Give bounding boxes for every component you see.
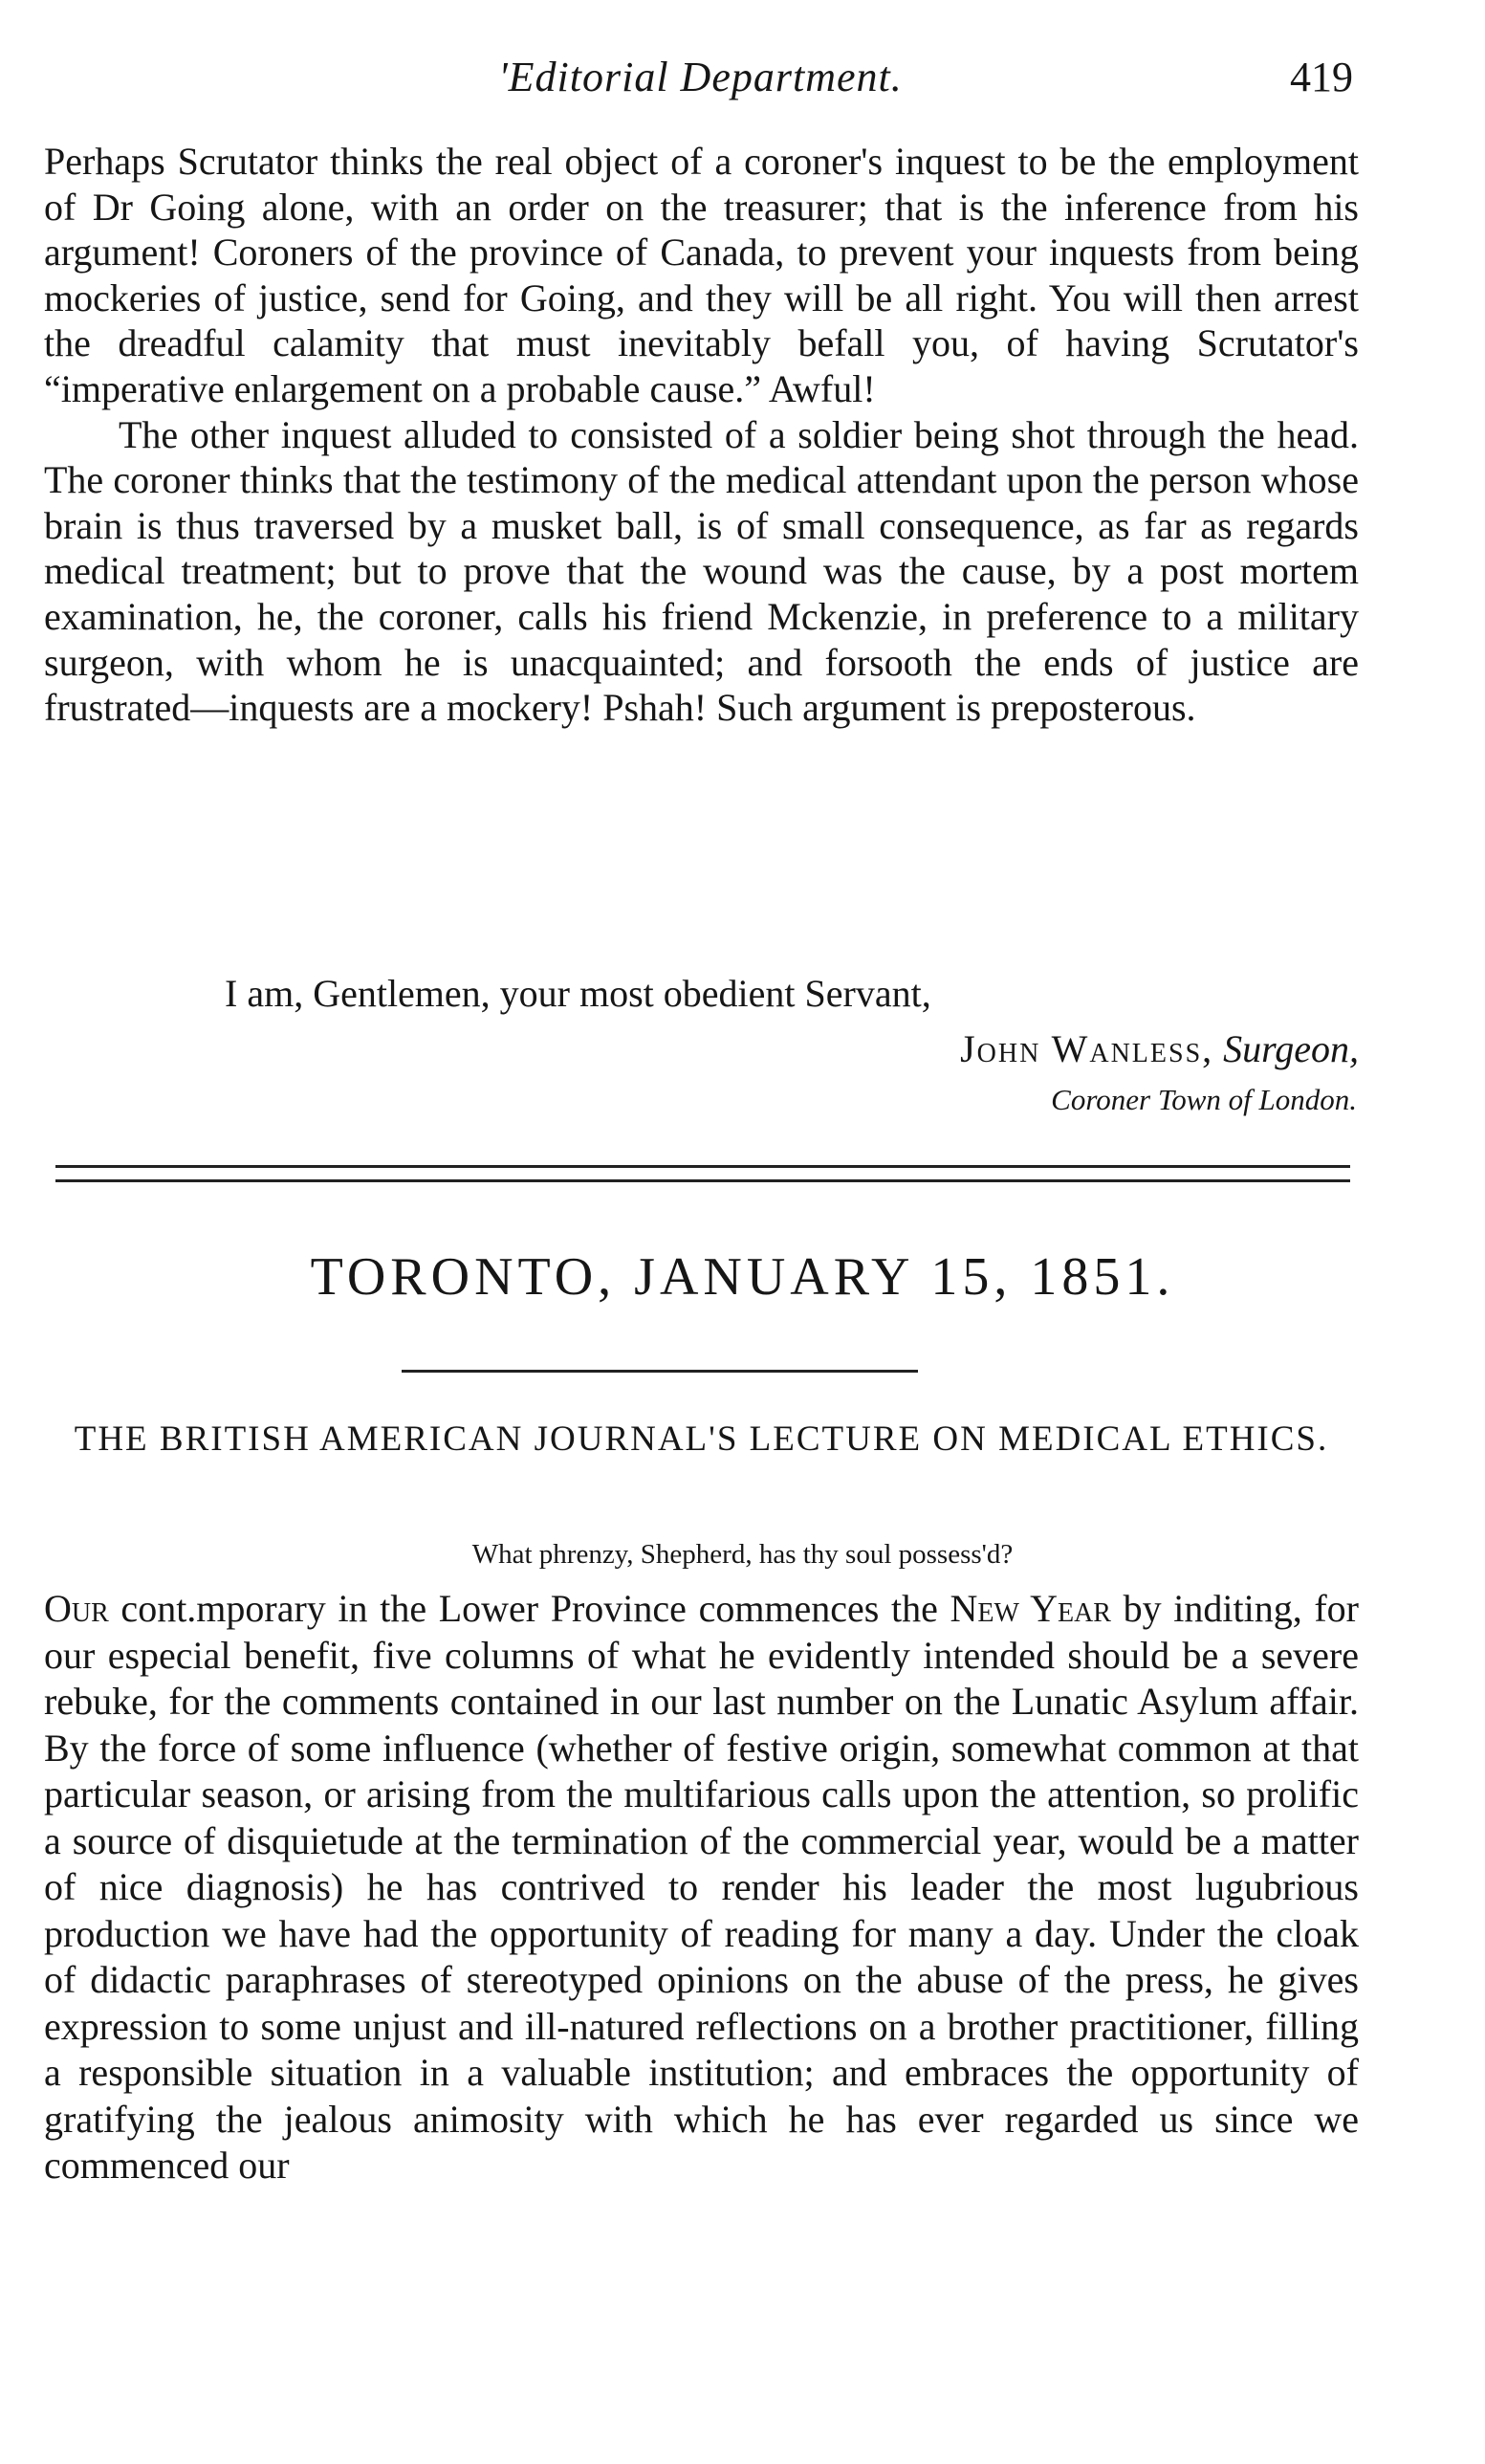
article-body — [44, 1586, 1359, 2189]
letter-closing: I am, Gentlemen, your most obedient Servant, — [225, 972, 931, 1015]
letter-paragraph-1: Perhaps Scrutator thinks the real object of a coroner's inquest to be the employment of Dr Going alone, with an order on the treasurer; that is the inference from his argument! Coroners of the province of Canada, to prevent your inquests from being mockeries of justice, send for Going, and they will be all right. You will then arrest the dreadful calamity that must inevitably befall you, of having Scrutator's “imperative enlargement on a probable cause.” Awful! — [44, 140, 1359, 410]
letter-signature — [960, 1026, 1359, 1072]
new-year-small-caps: New Year — [950, 1587, 1111, 1630]
running-title: 'Editorial Department. — [498, 54, 903, 100]
article-text-part-2: by inditing, for our especial benefit, five columns of what he evidently intended should be a severe rebuke, for the comments contained in our last number on the Lunatic Asylum affair. By the force of some influence (whether of festive origin, somewhat common at that particular season, or arising from the multifarious calls upon the attention, so prolific a source of disquietude at the termination of the commercial year, would be a matter of nice diagnosis) he has contrived to render his leader the most lugubrious production we have had the opportunity of reading for many a day. Under the cloak of didactic paraphrases of stereotyped opinions on the abuse of the press, he gives expression to some unjust and ill-natured reflections on a brother practitioner, filling a responsible situation in a valuable institution; and embraces the opportunity of gratifying the jealous animosity with which he has ever regarded us since we commenced our — [44, 1587, 1359, 2187]
signature-title: Surgeon, — [1223, 1027, 1359, 1070]
article-epigraph: What phrenzy, Shepherd, has thy soul possess'd? — [471, 1539, 1014, 1570]
page-number: 419 — [1290, 54, 1353, 100]
dateline: TORONTO, JANUARY 15, 1851. — [310, 1247, 1175, 1307]
article-text-part-1: cont.mporary in the Lower Province commences the — [108, 1587, 950, 1630]
letter-body — [44, 139, 1359, 731]
lead-in-small-caps: Our — [44, 1587, 109, 1630]
running-head — [48, 53, 1353, 120]
article-heading: THE BRITISH AMERICAN JOURNAL'S LECTURE ON MEDICAL ETHICS. — [74, 1419, 1329, 1459]
dateline-rule — [402, 1370, 918, 1373]
signature-office: Coroner Town of London. — [1051, 1083, 1357, 1116]
signature-name: John Wanless, — [960, 1027, 1214, 1070]
article-paragraph-1 — [44, 1586, 1359, 2189]
section-divider — [55, 1165, 1350, 1182]
letter-paragraph-2: The other inquest alluded to consisted of a soldier being shot through the head. The coroner thinks that the testimony of the medical attendant upon the person whose brain is thus traversed by a musket ball, is of small consequence, as far as regards medical treatment; but to prove that the wound was the cause, by a post mortem examination, he, the coroner, calls his friend Mckenzie, in preference to a military surgeon, with whom he is unacquainted; and forsooth the ends of justice are frustrated—inquests are a mockery! Pshah! Such argument is preposterous. — [44, 412, 1359, 730]
